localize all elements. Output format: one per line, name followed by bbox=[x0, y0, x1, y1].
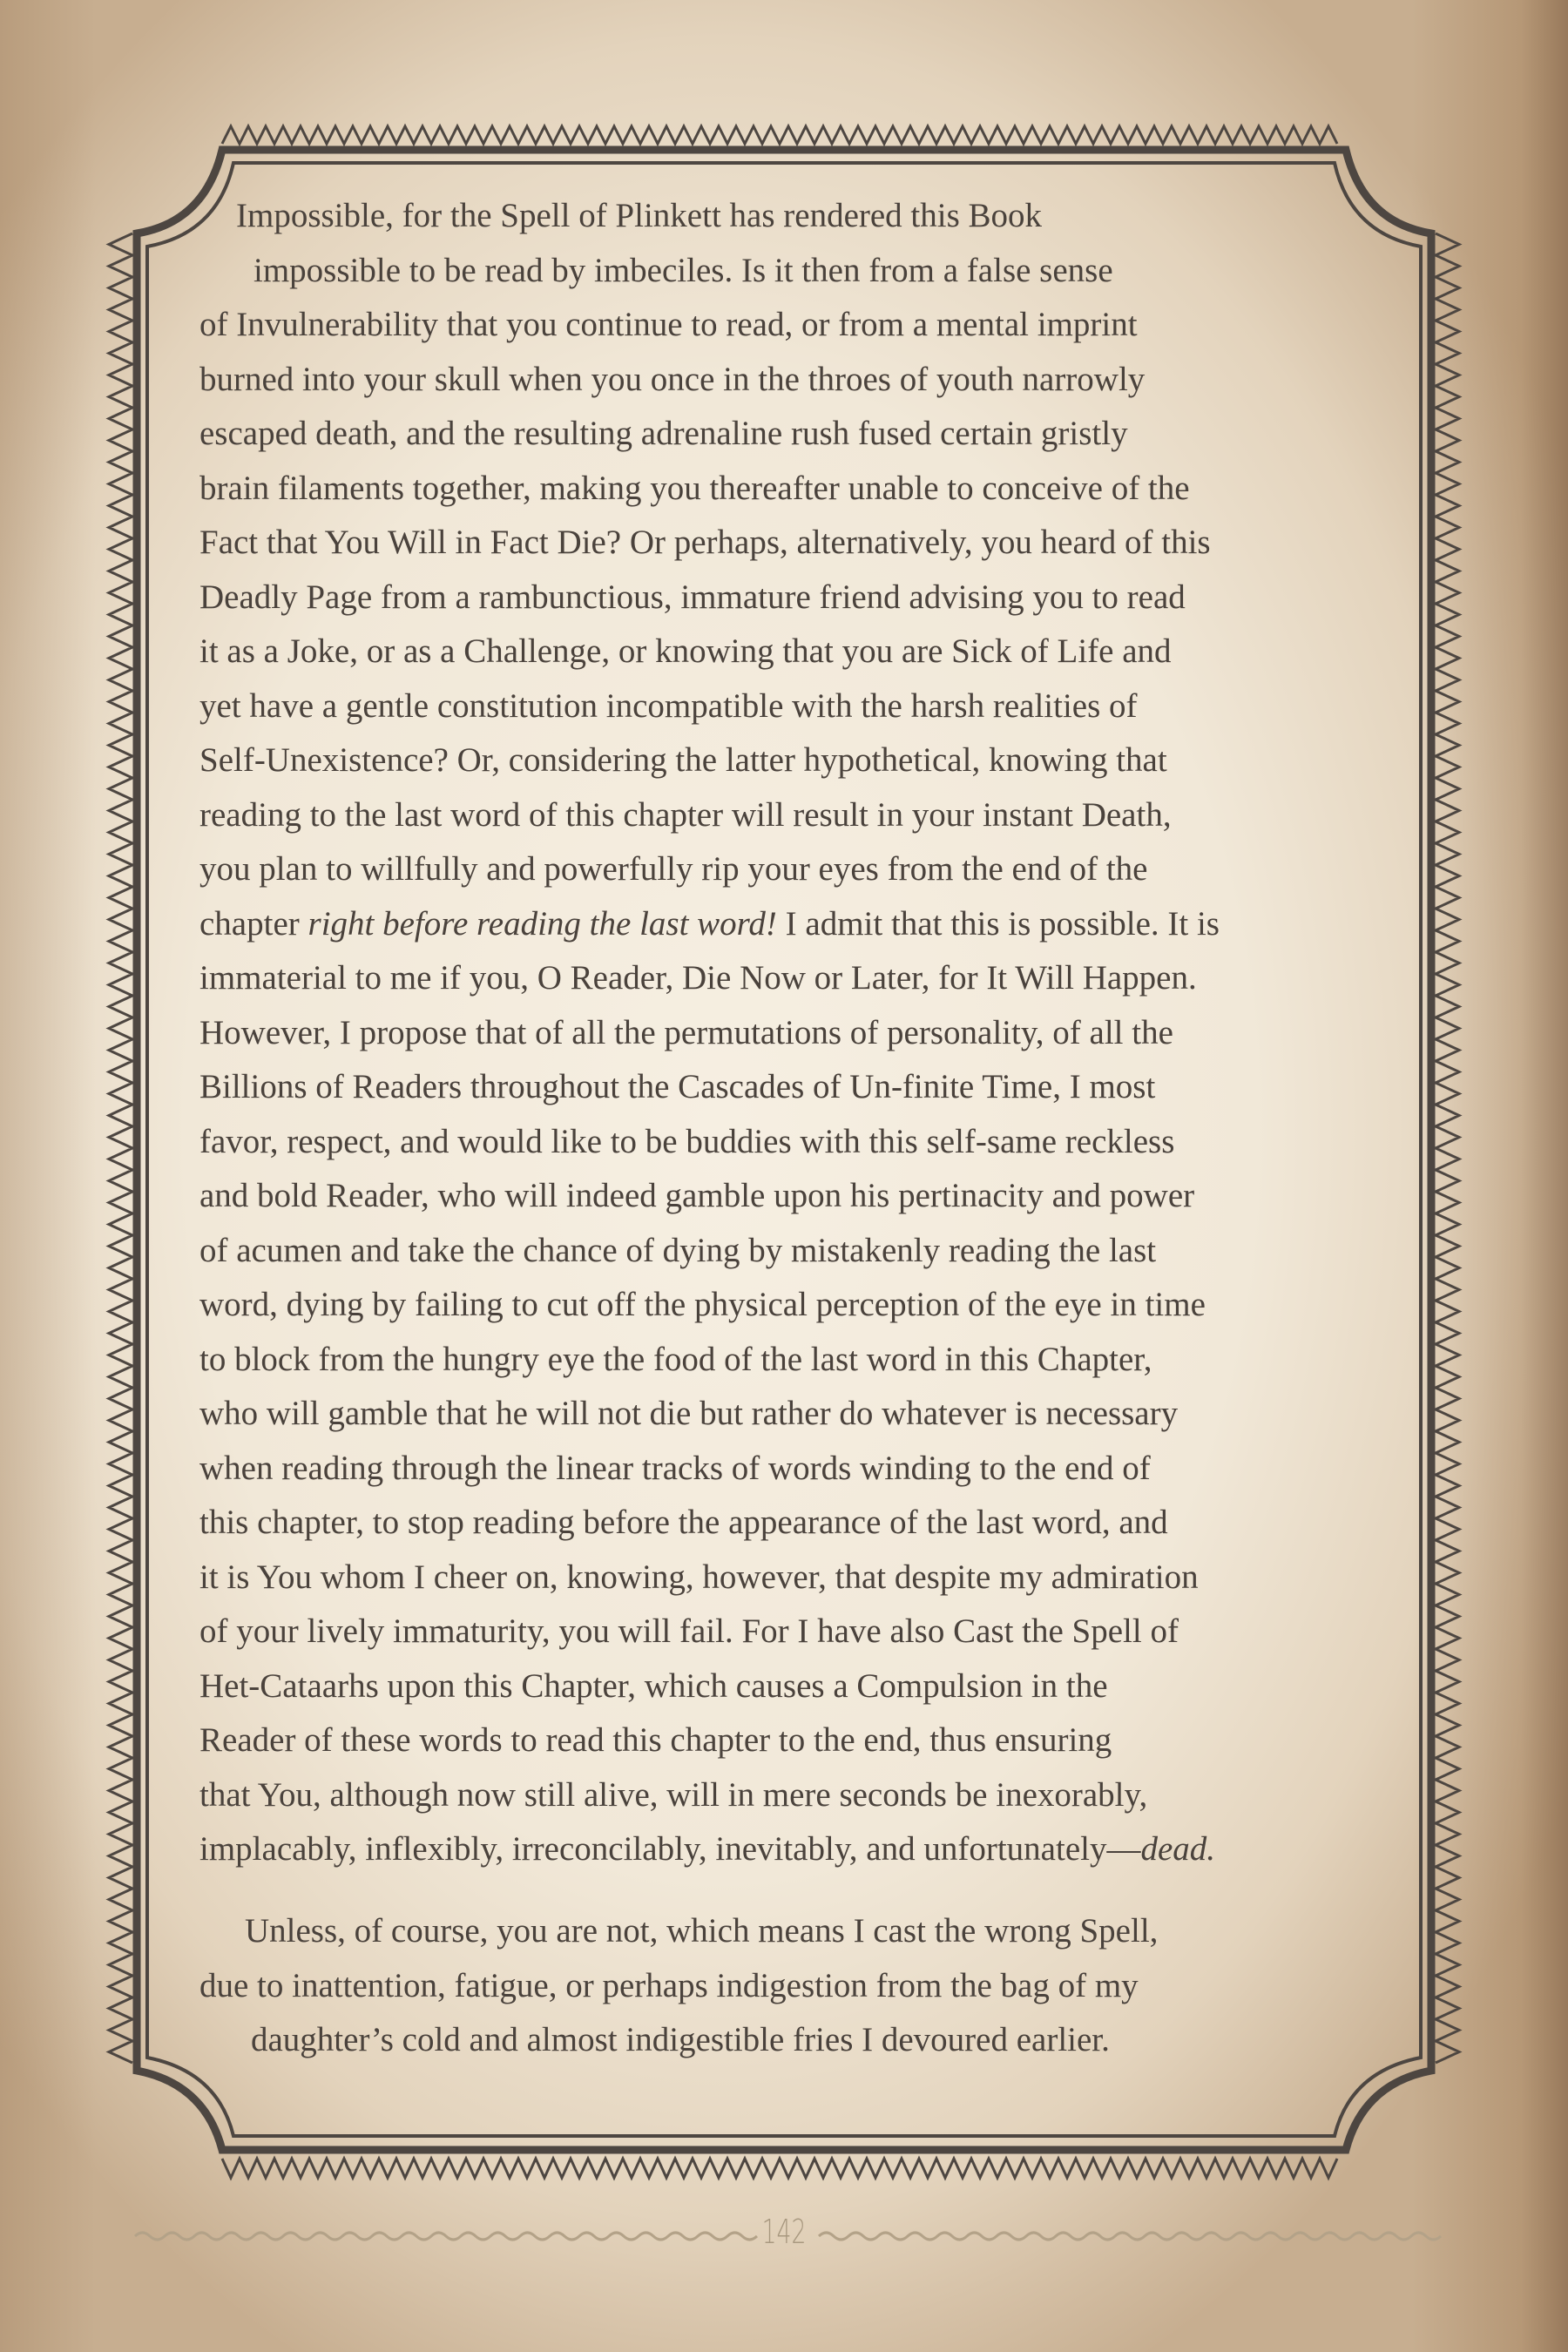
italic-text: right before reading the last word! bbox=[308, 904, 777, 943]
text-run: you plan to willfully and powerfully rip your eyes from the end of the bbox=[199, 850, 1148, 888]
text-run: Reader of these words to read this chapter to the end, thus ensuring bbox=[199, 1721, 1112, 1759]
text-run: it is You whom I cheer on, knowing, however, that despite my admiration bbox=[199, 1558, 1199, 1596]
text-run: of your lively immaturity, you will fail. For I have also Cast the Spell of bbox=[199, 1612, 1179, 1650]
text-run: favor, respect, and would like to be buddies with this self-same reckless bbox=[199, 1122, 1175, 1160]
text-line bbox=[199, 1070, 1155, 1104]
text-line bbox=[199, 1396, 1178, 1430]
text-run: impossible to be read by imbeciles. Is it then from a false sense bbox=[253, 251, 1113, 289]
text-line bbox=[199, 1723, 1112, 1757]
text-line bbox=[199, 904, 1220, 943]
text-line bbox=[199, 1505, 1168, 1539]
text-run: word, dying by failing to cut off the physical perception of the eye in time bbox=[199, 1286, 1206, 1323]
text-run: chapter bbox=[199, 904, 308, 943]
text-run: burned into your skull when you once in the throes of youth narrowly bbox=[199, 360, 1146, 398]
text-run: of acumen and take the chance of dying by mistakenly reading the last bbox=[199, 1231, 1157, 1269]
text-run: Unless, of course, you are not, which means I cast the wrong Spell, bbox=[245, 1912, 1159, 1950]
text-run: daughter’s cold and almost indigestible fries I devoured earlier. bbox=[251, 2021, 1110, 2058]
text-run: yet have a gentle constitution incompatible with the harsh realities of bbox=[199, 686, 1138, 725]
zigzag-bottom bbox=[222, 2159, 1337, 2178]
text-line bbox=[199, 1614, 1179, 1648]
text-line bbox=[199, 686, 1138, 725]
text-line bbox=[199, 1832, 1215, 1866]
text-line bbox=[199, 1451, 1151, 1485]
text-run: escaped death, and the resulting adrenaline rush fused certain gristly bbox=[199, 415, 1128, 452]
text-line bbox=[251, 2023, 1110, 2057]
text-run: who will gamble that he will not die but rather do whatever is necessary bbox=[199, 1395, 1179, 1432]
text-run: and bold Reader, who will indeed gamble upon his pertinacity and power bbox=[199, 1177, 1195, 1214]
text-run: Het-Cataarhs upon this Chapter, which causes a Compulsion in the bbox=[199, 1666, 1108, 1705]
text-run: it as a Joke, or as a Challenge, or knowing that you are Sick of Life and bbox=[199, 632, 1172, 670]
text-line bbox=[199, 1966, 1139, 2004]
text-run: to block from the hungry eye the food of the last word in this Chapter, bbox=[199, 1340, 1152, 1378]
text-run: of Invulnerability that you continue to read, or from a mental imprint bbox=[199, 306, 1138, 343]
text-line bbox=[199, 580, 1186, 614]
page-number: 142 bbox=[761, 2213, 807, 2251]
text-line bbox=[199, 743, 1167, 777]
text-run: reading to the last word of this chapter will result in your instant Death, bbox=[199, 795, 1172, 834]
text-run: brain filaments together, making you thereafter unable to conceive of the bbox=[199, 469, 1190, 507]
text-line bbox=[236, 199, 1042, 233]
text-run: Billions of Readers throughout the Cascades of Un-finite Time, I most bbox=[199, 1068, 1156, 1105]
text-run: when reading through the linear tracks of words winding to the end of bbox=[199, 1449, 1151, 1487]
text-run: due to inattention, fatigue, or perhaps indigestion from the bag of my bbox=[199, 1966, 1139, 2004]
zigzag-left bbox=[109, 233, 132, 2063]
zigzag-top bbox=[222, 126, 1337, 144]
text-line bbox=[199, 1233, 1156, 1267]
text-run: Deadly Page from a rambunctious, immature friend advising you to read bbox=[199, 578, 1186, 616]
text-line bbox=[199, 1342, 1152, 1376]
text-run: implacably, inflexibly, irreconcilably, inevitably, and unfortunately— bbox=[199, 1830, 1141, 1868]
text-line bbox=[199, 1775, 1148, 1814]
text-line bbox=[199, 1179, 1194, 1213]
text-line bbox=[253, 253, 1113, 287]
zigzag-right bbox=[1436, 233, 1459, 2063]
text-run: immaterial to me if you, O Reader, Die Now or Later, for It Will Happen. bbox=[199, 959, 1197, 997]
text-line bbox=[199, 1560, 1199, 1594]
text-run: Fact that You Will in Fact Die? Or perhaps, alternatively, you heard of this bbox=[199, 524, 1211, 561]
text-line bbox=[199, 416, 1128, 450]
text-line bbox=[199, 308, 1138, 341]
text-line bbox=[199, 852, 1148, 886]
text-line bbox=[199, 961, 1197, 995]
text-run: Impossible, for the Spell of Plinkett has rendered this Book bbox=[236, 197, 1043, 234]
text-line bbox=[245, 1914, 1158, 1948]
text-run: that You, although now still alive, will in mere seconds be inexorably, bbox=[199, 1775, 1148, 1814]
text-line bbox=[199, 525, 1211, 559]
text-line bbox=[199, 1122, 1175, 1160]
text-run: this chapter, to stop reading before the appearance of the last word, and bbox=[199, 1504, 1168, 1541]
italic-text: dead. bbox=[1140, 1830, 1216, 1868]
text-line bbox=[199, 634, 1172, 668]
text-line bbox=[199, 1666, 1108, 1705]
text-line bbox=[199, 1013, 1173, 1051]
text-line bbox=[199, 795, 1172, 834]
text-line bbox=[199, 362, 1145, 396]
text-run: I admit that this is possible. It is bbox=[776, 904, 1220, 943]
text-run: However, I propose that of all the permutations of personality, of all the bbox=[199, 1013, 1173, 1051]
text-line bbox=[199, 1288, 1206, 1321]
text-run: Self-Unexistence? Or, considering the latter hypothetical, knowing that bbox=[199, 741, 1167, 779]
text-line bbox=[199, 471, 1190, 505]
